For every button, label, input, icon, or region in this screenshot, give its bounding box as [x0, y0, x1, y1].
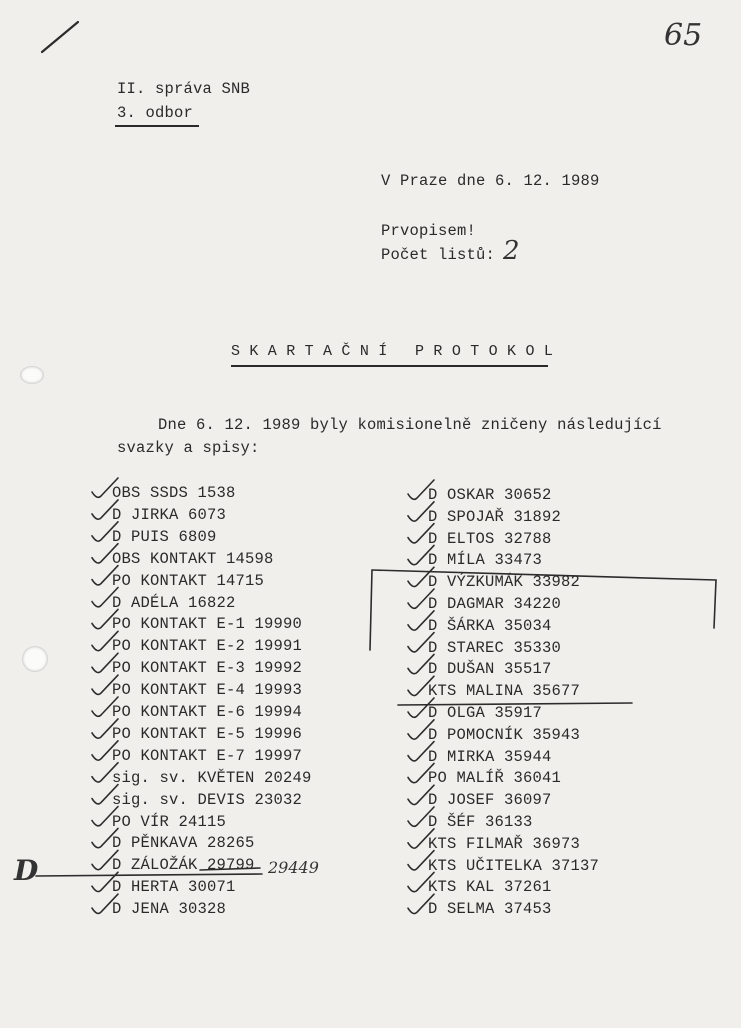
- right-record-item: D STAREC 35330: [428, 638, 562, 657]
- document-title: S K A R T A Č N Í P R O T O K O L: [231, 343, 554, 360]
- left-record-item: D ZÁLOŽÁK 29799: [112, 856, 255, 875]
- corner-slash-mark: [42, 22, 78, 52]
- left-record-item: D HERTA 30071: [112, 878, 236, 897]
- left-record-item: PO KONTAKT 14715: [112, 571, 265, 590]
- checkmark-ink: [408, 763, 434, 782]
- checkmark-ink: [92, 807, 118, 826]
- header-section: 3. odbor: [117, 104, 194, 122]
- checkmark-ink: [408, 829, 434, 848]
- checkmark-ink: [92, 631, 118, 650]
- right-record-item: D JOSEF 36097: [428, 791, 552, 810]
- checkmark-ink: [92, 522, 118, 541]
- sheet-count-label: Počet listů:: [381, 246, 496, 264]
- checkmark-ink: [408, 851, 434, 870]
- right-record-item: PO MALÍŘ 36041: [428, 769, 562, 788]
- right-record-item: D DUŠAN 35517: [428, 660, 552, 679]
- left-record-item: D ADÉLA 16822: [112, 593, 236, 612]
- checkmark-ink: [408, 698, 434, 717]
- copy-note: Prvopisem!: [381, 222, 477, 240]
- handwritten-correction: 29449: [268, 858, 319, 877]
- right-record-item: D VÝZKUMÁK 33982: [428, 573, 581, 592]
- intro-line-1: Dne 6. 12. 1989 byly komisionelně zničeny následující: [158, 416, 662, 434]
- checkmark-ink: [92, 653, 118, 672]
- checkmark-ink: [408, 524, 434, 543]
- left-record-item: PO KONTAKT E-4 19993: [112, 681, 303, 700]
- checkmark-ink: [408, 742, 434, 761]
- right-record-item: D ŠÁRKA 35034: [428, 616, 552, 635]
- bracket-right: [714, 580, 716, 628]
- left-record-item: D JIRKA 6073: [112, 505, 227, 524]
- strike-zalozak: [36, 874, 262, 876]
- header-department: II. správa SNB: [117, 80, 251, 98]
- left-record-item: PO KONTAKT E-7 19997: [112, 746, 303, 765]
- date-line: V Praze dne 6. 12. 1989: [381, 172, 600, 190]
- checkmark-ink: [92, 850, 118, 869]
- margin-mark: D: [14, 854, 39, 887]
- checkmark-ink: [408, 545, 434, 564]
- strike-malina: [398, 703, 632, 705]
- checkmark-ink: [92, 785, 118, 804]
- right-record-item: D DAGMAR 34220: [428, 595, 562, 613]
- left-record-item: OBS KONTAKT 14598: [112, 549, 274, 568]
- checkmark-ink: [92, 763, 118, 782]
- right-record-item: KTS MALINA 35677: [428, 682, 581, 701]
- left-record-item: OBS SSDS 1538: [112, 484, 236, 502]
- left-record-item: sig. sv. DEVIS 23032: [112, 790, 303, 809]
- checkmark-ink: [408, 567, 434, 586]
- checkmark-ink: [408, 654, 434, 673]
- left-record-item: PO KONTAKT E-2 19991: [112, 637, 303, 656]
- right-record-item: D OSKAR 30652: [428, 486, 552, 504]
- right-record-item: D MIRKA 35944: [428, 747, 552, 766]
- left-record-item: PO VÍR 24115: [112, 812, 227, 831]
- checkmark-ink: [92, 697, 118, 716]
- right-record-item: D SPOJAŘ 31892: [428, 507, 562, 526]
- left-record-item: PO KONTAKT E-6 19994: [112, 703, 303, 721]
- right-record-item: D ELTOS 32788: [428, 529, 552, 548]
- checkmark-ink: [408, 480, 434, 499]
- left-record-item: PO KONTAKT E-5 19996: [112, 724, 303, 743]
- checkmark-ink: [92, 544, 118, 563]
- right-record-item: D POMOCNÍK 35943: [428, 725, 581, 744]
- checkmark-ink: [92, 675, 118, 694]
- checkmark-ink: [92, 478, 118, 497]
- checkmark-ink: [408, 785, 434, 804]
- checkmark-ink: [408, 589, 434, 608]
- right-record-item: D OLGA 35917: [428, 704, 543, 722]
- checkmark-ink: [408, 894, 434, 913]
- checkmark-ink: [92, 828, 118, 847]
- right-record-item: KTS KAL 37261: [428, 878, 552, 897]
- checkmark-ink: [92, 719, 118, 738]
- checkmark-ink: [408, 807, 434, 826]
- checkmark-ink: [92, 894, 118, 913]
- checkmark-ink: [408, 720, 434, 739]
- right-record-item: KTS FILMAŘ 36973: [428, 834, 581, 853]
- right-record-item: D SELMA 37453: [428, 900, 552, 919]
- right-record-item: KTS UČITELKA 37137: [428, 856, 600, 875]
- left-record-item: D PUIS 6809: [112, 527, 217, 546]
- sheet-count-value: 2: [503, 236, 520, 266]
- checkmark-ink: [92, 566, 118, 585]
- left-record-item: PO KONTAKT E-1 19990: [112, 615, 303, 634]
- checkmark-ink: [408, 872, 434, 891]
- right-record-item: D MÍLA 33473: [428, 551, 543, 570]
- right-record-item: D ŠÉF 36133: [428, 813, 533, 831]
- page-number: 65: [664, 18, 703, 53]
- checkmark-ink: [408, 611, 434, 630]
- bracket-left: [370, 570, 372, 650]
- checkmark-ink: [92, 588, 118, 607]
- left-record-item: D JENA 30328: [112, 900, 227, 919]
- checkmark-ink: [408, 676, 434, 695]
- checkmark-ink: [408, 633, 434, 652]
- checkmark-ink: [408, 502, 434, 521]
- checkmark-ink: [92, 741, 118, 760]
- left-record-item: D PĚNKAVA 28265: [112, 834, 255, 853]
- left-record-item: PO KONTAKT E-3 19992: [112, 659, 303, 678]
- intro-line-2: svazky a spisy:: [117, 439, 260, 457]
- checkmark-ink: [92, 609, 118, 628]
- strike-zalozak-number: [200, 868, 260, 870]
- left-record-item: sig. sv. KVĚTEN 20249: [112, 768, 312, 787]
- checkmark-ink: [92, 500, 118, 519]
